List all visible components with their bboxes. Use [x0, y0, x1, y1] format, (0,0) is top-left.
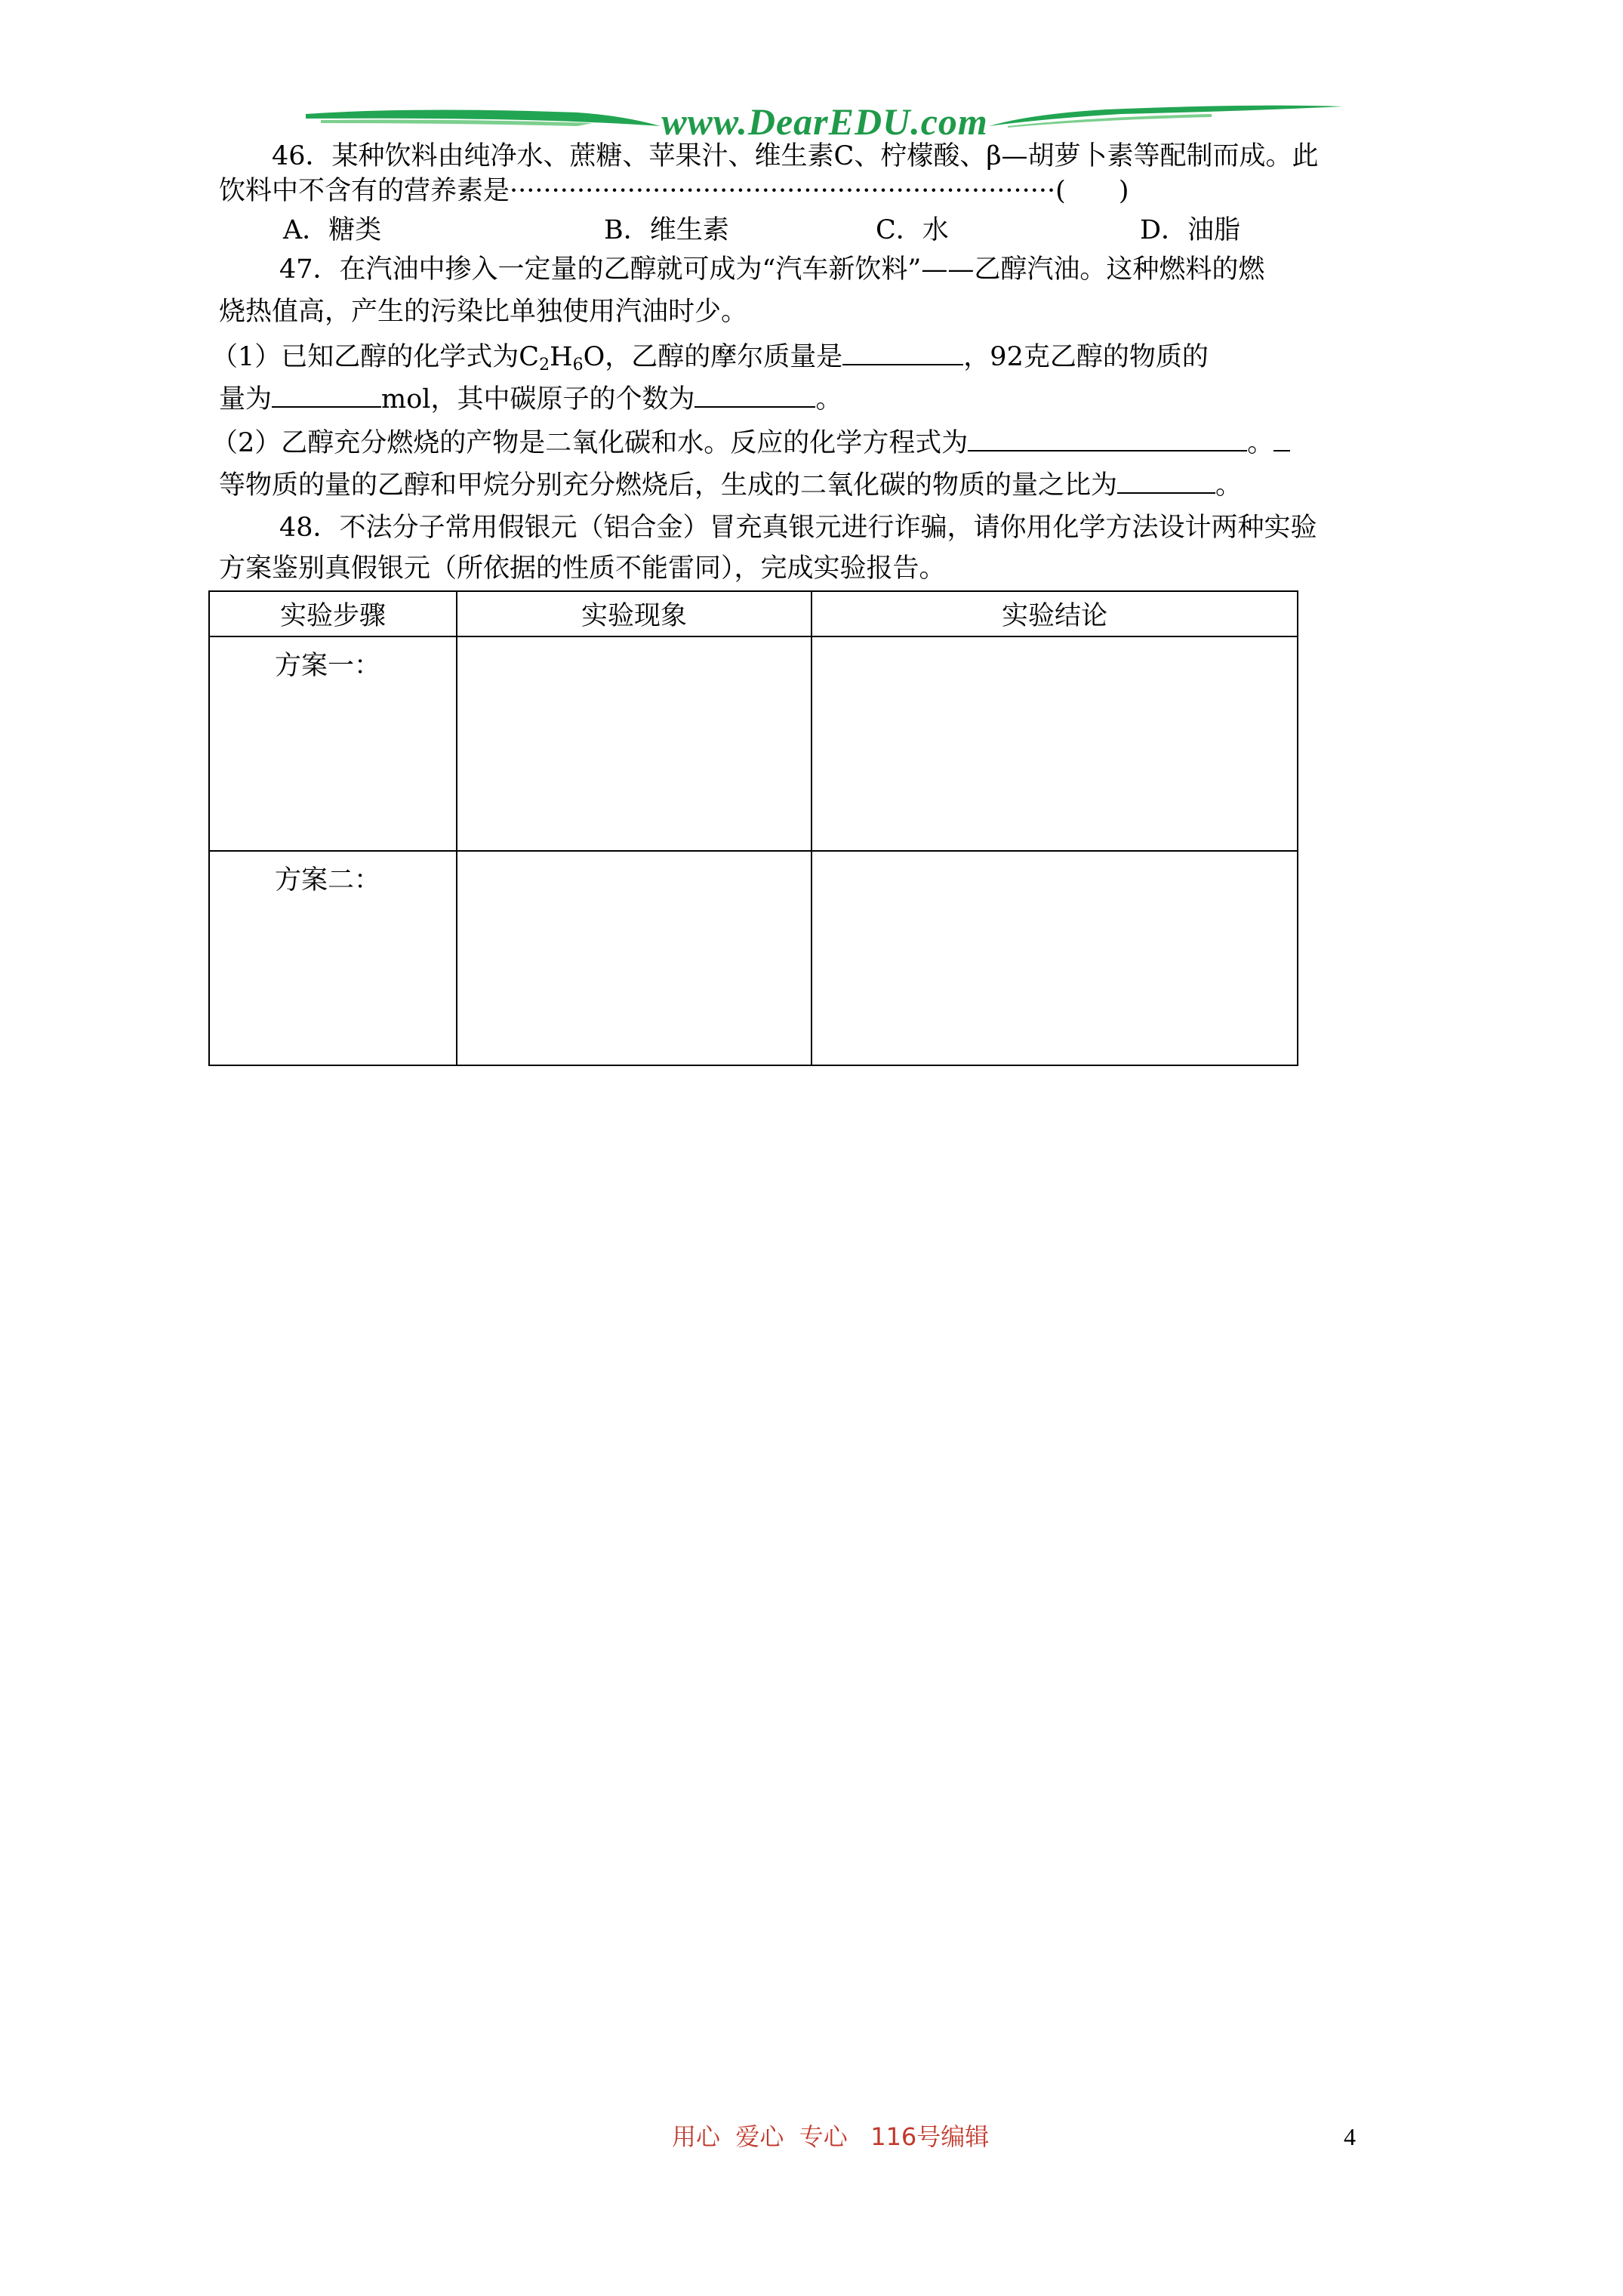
q46-line-2: 饮料中不含有的营养素是·································································( )	[219, 176, 1129, 206]
q48-line-2: 方案鉴别真假银元（所依据的性质不能雷同），完成实验报告。	[219, 553, 946, 584]
molar-mass-blank[interactable]	[842, 338, 963, 365]
co2-ratio-blank[interactable]	[1117, 467, 1215, 494]
q46-option-d: D．油脂	[1140, 215, 1241, 245]
q46-option-c: C．水	[876, 215, 949, 245]
table-row	[209, 851, 1298, 1065]
footer-editor-text: 用心 爱心 专心 116号编辑	[672, 2122, 990, 2151]
plan-two-phenomena-cell[interactable]	[457, 851, 812, 1065]
carbon-atom-count-blank[interactable]	[694, 381, 815, 408]
q46-option-a: A．糖类	[283, 215, 382, 245]
table-row	[209, 636, 1298, 851]
table-header-row	[209, 591, 1298, 636]
chemical-equation-blank[interactable]	[968, 424, 1247, 451]
q47-line-2: 烧热值高，产生的污染比单独使用汽油时少。	[219, 297, 748, 327]
plan-two-label: 方案二：	[275, 865, 381, 895]
header-experiment-phenomena: 实验现象	[457, 591, 812, 636]
experiment-report-table	[208, 590, 1298, 1066]
header-experiment-conclusion: 实验结论	[812, 591, 1298, 636]
q46-option-b: B．维生素	[604, 215, 729, 245]
plan-one-conclusion-cell[interactable]	[812, 636, 1298, 851]
site-logo-text: www.DearEDU.com	[661, 100, 988, 143]
amount-of-substance-blank[interactable]	[272, 381, 381, 408]
q47-part1-line-1: （1）已知乙醇的化学式为$C_2H_6O$，乙醇的摩尔质量是 ，92克乙醇的物质的	[211, 338, 1209, 374]
plan-one-steps-cell[interactable]	[209, 636, 457, 851]
q47-part1-line-2: 量为 mol，其中碳原子的个数为 。	[219, 381, 842, 417]
page-number: 4	[1344, 2123, 1356, 2150]
q47-line-1: 47．在汽油中掺入一定量的乙醇就可成为“汽车新饮料”——乙醇汽油。这种燃料的燃	[279, 254, 1265, 285]
header-experiment-steps: 实验步骤	[209, 591, 457, 636]
plan-one-label: 方案一：	[275, 651, 381, 681]
q48-line-1: 48．不法分子常用假银元（铝合金）冒充真银元进行诈骗，请你用化学方法设计两种实验	[279, 513, 1317, 543]
trailing-underline	[1273, 424, 1290, 451]
q47-part2-line-2: 等物质的量的乙醇和甲烷分别充分燃烧后，生成的二氧化碳的物质的量之比为 。	[219, 467, 1242, 503]
q46-line-1: 46．某种饮料由纯净水、蔗糖、苹果汁、维生素C、柠檬酸、β—胡萝卜素等配制而成。此	[272, 141, 1319, 171]
plan-one-phenomena-cell[interactable]	[457, 636, 812, 851]
plan-two-conclusion-cell[interactable]	[812, 851, 1298, 1065]
q47-part2-line-1: （2）乙醇充分燃烧的产物是二氧化碳和水。反应的化学方程式为 。	[211, 424, 1290, 461]
plan-two-steps-cell[interactable]	[209, 851, 457, 1065]
site-header-banner	[306, 100, 1344, 143]
